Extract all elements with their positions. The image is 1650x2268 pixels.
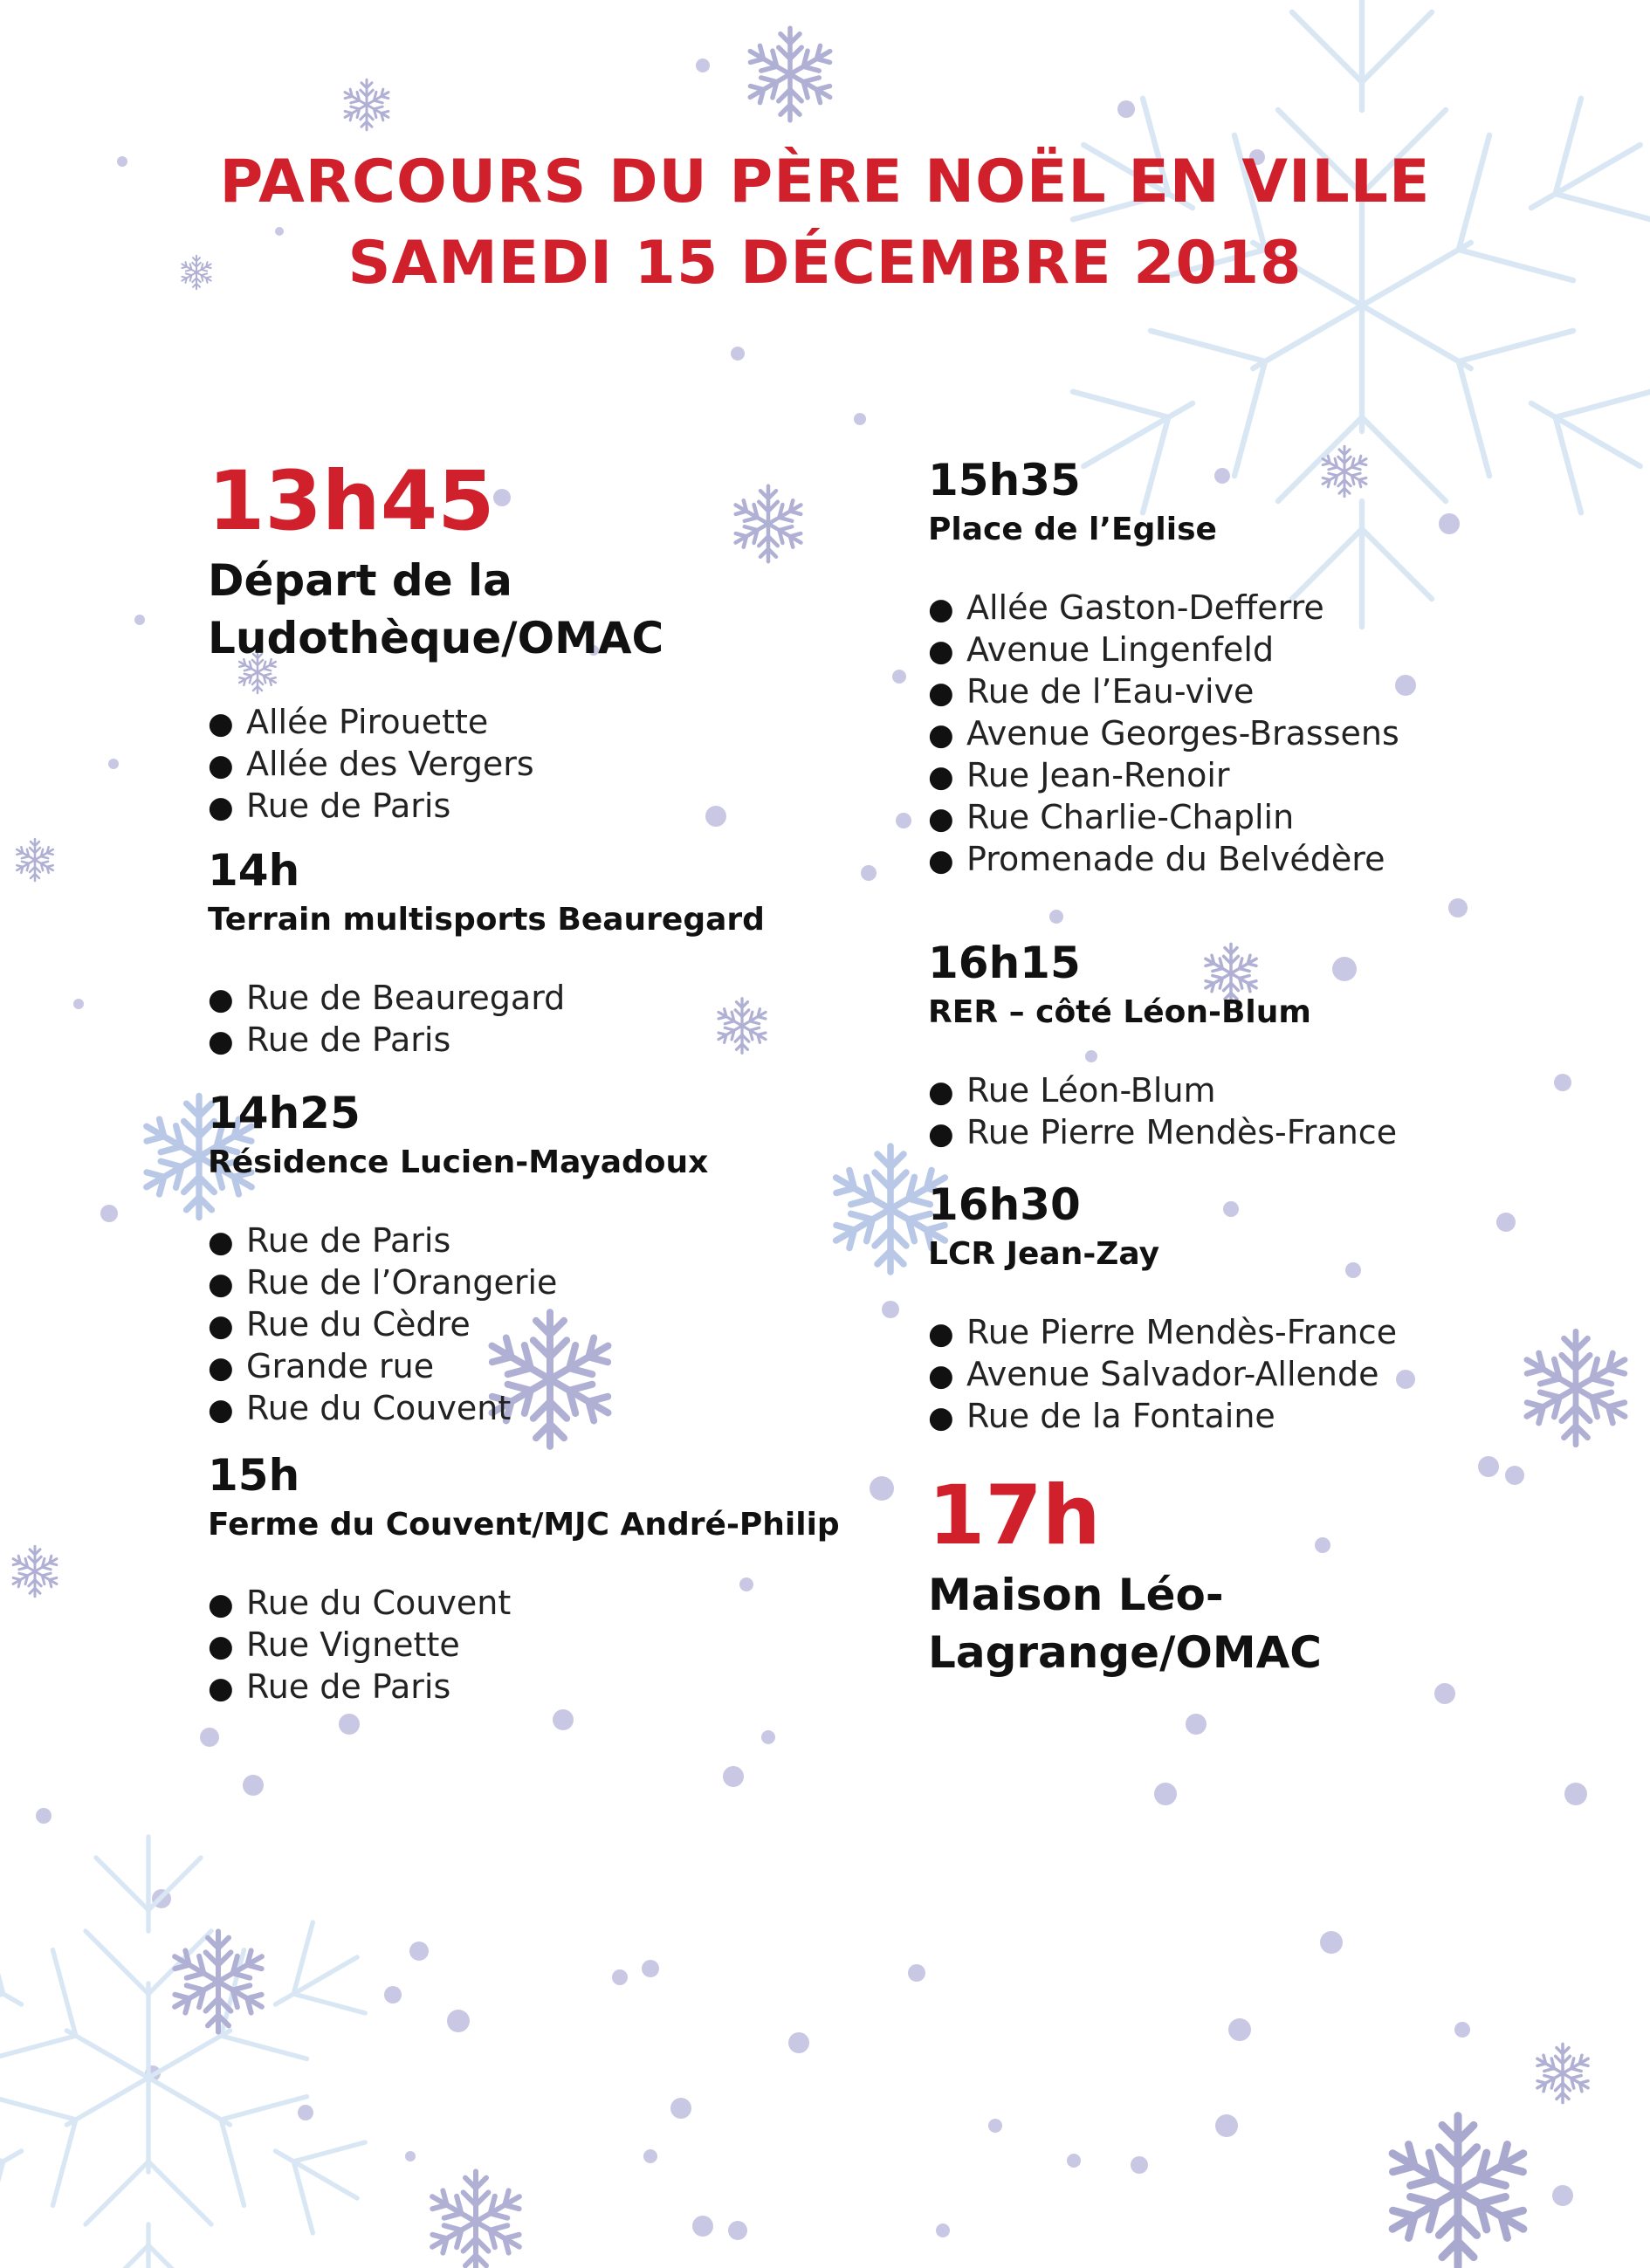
snow-dot <box>1396 1370 1415 1389</box>
snow-dot <box>1554 1074 1571 1091</box>
snow-dot <box>788 2032 809 2053</box>
list-item: ● Rue Pierre Mendès-France <box>928 1112 1397 1154</box>
stop-time: 17h <box>928 1468 1101 1564</box>
snow-dot <box>642 1960 659 1977</box>
stop-1345 <box>208 454 664 828</box>
list-item: ● Allée des Vergers <box>208 744 663 786</box>
stop-time: 14h25 <box>208 1088 361 1138</box>
list-item: ● Allée Gaston-Defferre <box>928 588 1399 629</box>
snow-dot <box>36 1808 52 1824</box>
list-item: ● Rue du Couvent <box>208 1388 708 1430</box>
stop-time: 16h30 <box>928 1179 1081 1230</box>
snow-dot <box>384 1986 402 2003</box>
snow-dot <box>882 1301 899 1318</box>
snow-dot <box>1448 898 1468 918</box>
snow-dot <box>134 615 145 625</box>
stop-15h35 <box>928 455 1399 881</box>
list-item: ● Rue de l’Orangerie <box>208 1262 708 1304</box>
snow-dot <box>692 2216 713 2237</box>
stop-place: Ferme du Couvent/MJC André-Philip <box>208 1507 840 1543</box>
snow-dot <box>1454 2022 1470 2038</box>
stop-place: Départ de la Ludothèque/OMAC <box>208 555 664 663</box>
snow-dot <box>670 2098 691 2119</box>
snow-dot <box>936 2223 950 2237</box>
snow-dot <box>553 1709 574 1730</box>
snow-dot <box>705 806 726 827</box>
snow-dot <box>1434 1683 1455 1704</box>
snow-dot <box>1131 2156 1148 2174</box>
list-item: ● Rue Charlie-Chaplin <box>928 797 1399 839</box>
stop-place: RER – côté Léon-Blum <box>928 994 1311 1030</box>
stop-16h15 <box>928 938 1398 1154</box>
list-item: ● Avenue Lingenfeld <box>928 629 1399 671</box>
list-item: ● Rue de l’Eau-vive <box>928 671 1399 713</box>
snow-dot <box>892 670 906 684</box>
snow-dot <box>761 1730 775 1744</box>
snow-dot <box>100 1205 118 1222</box>
list-item: ● Rue de Beauregard <box>208 978 765 1020</box>
street-list <box>208 1220 708 1430</box>
snow-dot <box>731 347 745 361</box>
street-list <box>928 1312 1397 1438</box>
snow-dot <box>612 1969 628 1985</box>
snow-dot <box>108 759 119 769</box>
list-item: ● Rue de Paris <box>208 1220 708 1262</box>
stop-place: Maison Léo- Lagrange/OMAC <box>928 1570 1323 1678</box>
stop-time: 14h <box>208 845 300 896</box>
snow-dot <box>73 999 84 1009</box>
snow-dot <box>1320 1931 1343 1954</box>
stop-place: Terrain multisports Beauregard <box>208 902 765 938</box>
page-title: PARCOURS DU PÈRE NOËL EN VILLE <box>219 148 1431 216</box>
snow-dot <box>988 2119 1002 2133</box>
snow-dot <box>896 813 911 828</box>
snow-dot <box>861 865 877 881</box>
snow-dot <box>1154 1783 1177 1805</box>
snow-dot <box>870 1476 894 1501</box>
snow-dot <box>728 2221 747 2240</box>
list-item: ● Rue Pierre Mendès-France <box>928 1312 1397 1354</box>
snow-dot <box>409 1942 429 1961</box>
stop-time: 15h35 <box>928 455 1081 505</box>
stop-time: 15h <box>208 1450 300 1501</box>
snow-dot <box>1049 910 1063 924</box>
list-item: ● Promenade du Belvédère <box>928 839 1399 881</box>
snow-dot <box>339 1714 360 1735</box>
list-item: ● Rue de Paris <box>208 1020 765 1062</box>
snow-dot <box>1215 2114 1238 2137</box>
page-subtitle-date: SAMEDI 15 DÉCEMBRE 2018 <box>347 229 1303 298</box>
snow-dot <box>1067 2154 1081 2168</box>
street-list <box>208 978 765 1062</box>
stop-16h30 <box>928 1179 1398 1438</box>
stop-14h25 <box>208 1088 709 1430</box>
list-item: ● Allée Pirouette <box>208 702 663 744</box>
street-list <box>928 1070 1397 1154</box>
list-item: ● Grande rue <box>208 1346 708 1388</box>
snow-dot <box>1505 1466 1524 1485</box>
list-item: ● Rue Jean-Renoir <box>928 755 1399 797</box>
street-list <box>928 588 1399 881</box>
snow-dot <box>643 2149 657 2163</box>
stop-place: Place de l’Eglise <box>928 512 1217 547</box>
snow-dot <box>405 2151 416 2161</box>
snow-dot <box>298 2105 313 2120</box>
stop-15h <box>208 1450 840 1708</box>
list-item: ● Avenue Georges-Brassens <box>928 713 1399 755</box>
snow-dot <box>1228 2018 1251 2041</box>
list-item: ● Rue du Cèdre <box>208 1304 708 1346</box>
snow-dot <box>1564 1783 1587 1805</box>
list-item: ● Rue de Paris <box>208 1667 840 1708</box>
snow-dot <box>1552 2185 1573 2206</box>
list-item: ● Rue du Couvent <box>208 1583 840 1625</box>
stop-time: 13h45 <box>208 454 495 549</box>
list-item: ● Rue Léon-Blum <box>928 1070 1397 1112</box>
list-item: ● Rue Vignette <box>208 1625 840 1667</box>
snow-dot <box>1478 1456 1499 1477</box>
stop-time: 16h15 <box>928 938 1081 988</box>
list-item: ● Avenue Salvador-Allende <box>928 1354 1397 1396</box>
snow-dot <box>1496 1213 1516 1232</box>
snow-dot <box>1117 100 1135 118</box>
snow-dot <box>1439 513 1460 534</box>
snow-dot <box>200 1728 219 1747</box>
stop-place: LCR Jean-Zay <box>928 1236 1160 1272</box>
list-item: ● Rue de la Fontaine <box>928 1396 1397 1438</box>
stop-17h <box>928 1468 1323 1681</box>
stop-place: Résidence Lucien-Mayadoux <box>208 1144 709 1180</box>
snow-dot <box>243 1775 264 1796</box>
street-list <box>208 702 663 828</box>
street-list <box>208 1583 840 1708</box>
snow-dot <box>696 58 710 72</box>
snow-dot <box>908 1964 925 1982</box>
snow-dot <box>447 2010 470 2032</box>
snow-dot <box>723 1766 744 1787</box>
stop-14h <box>208 845 765 1062</box>
snow-dot <box>1186 1714 1207 1735</box>
list-item: ● Rue de Paris <box>208 786 663 828</box>
snow-dot <box>854 413 866 425</box>
